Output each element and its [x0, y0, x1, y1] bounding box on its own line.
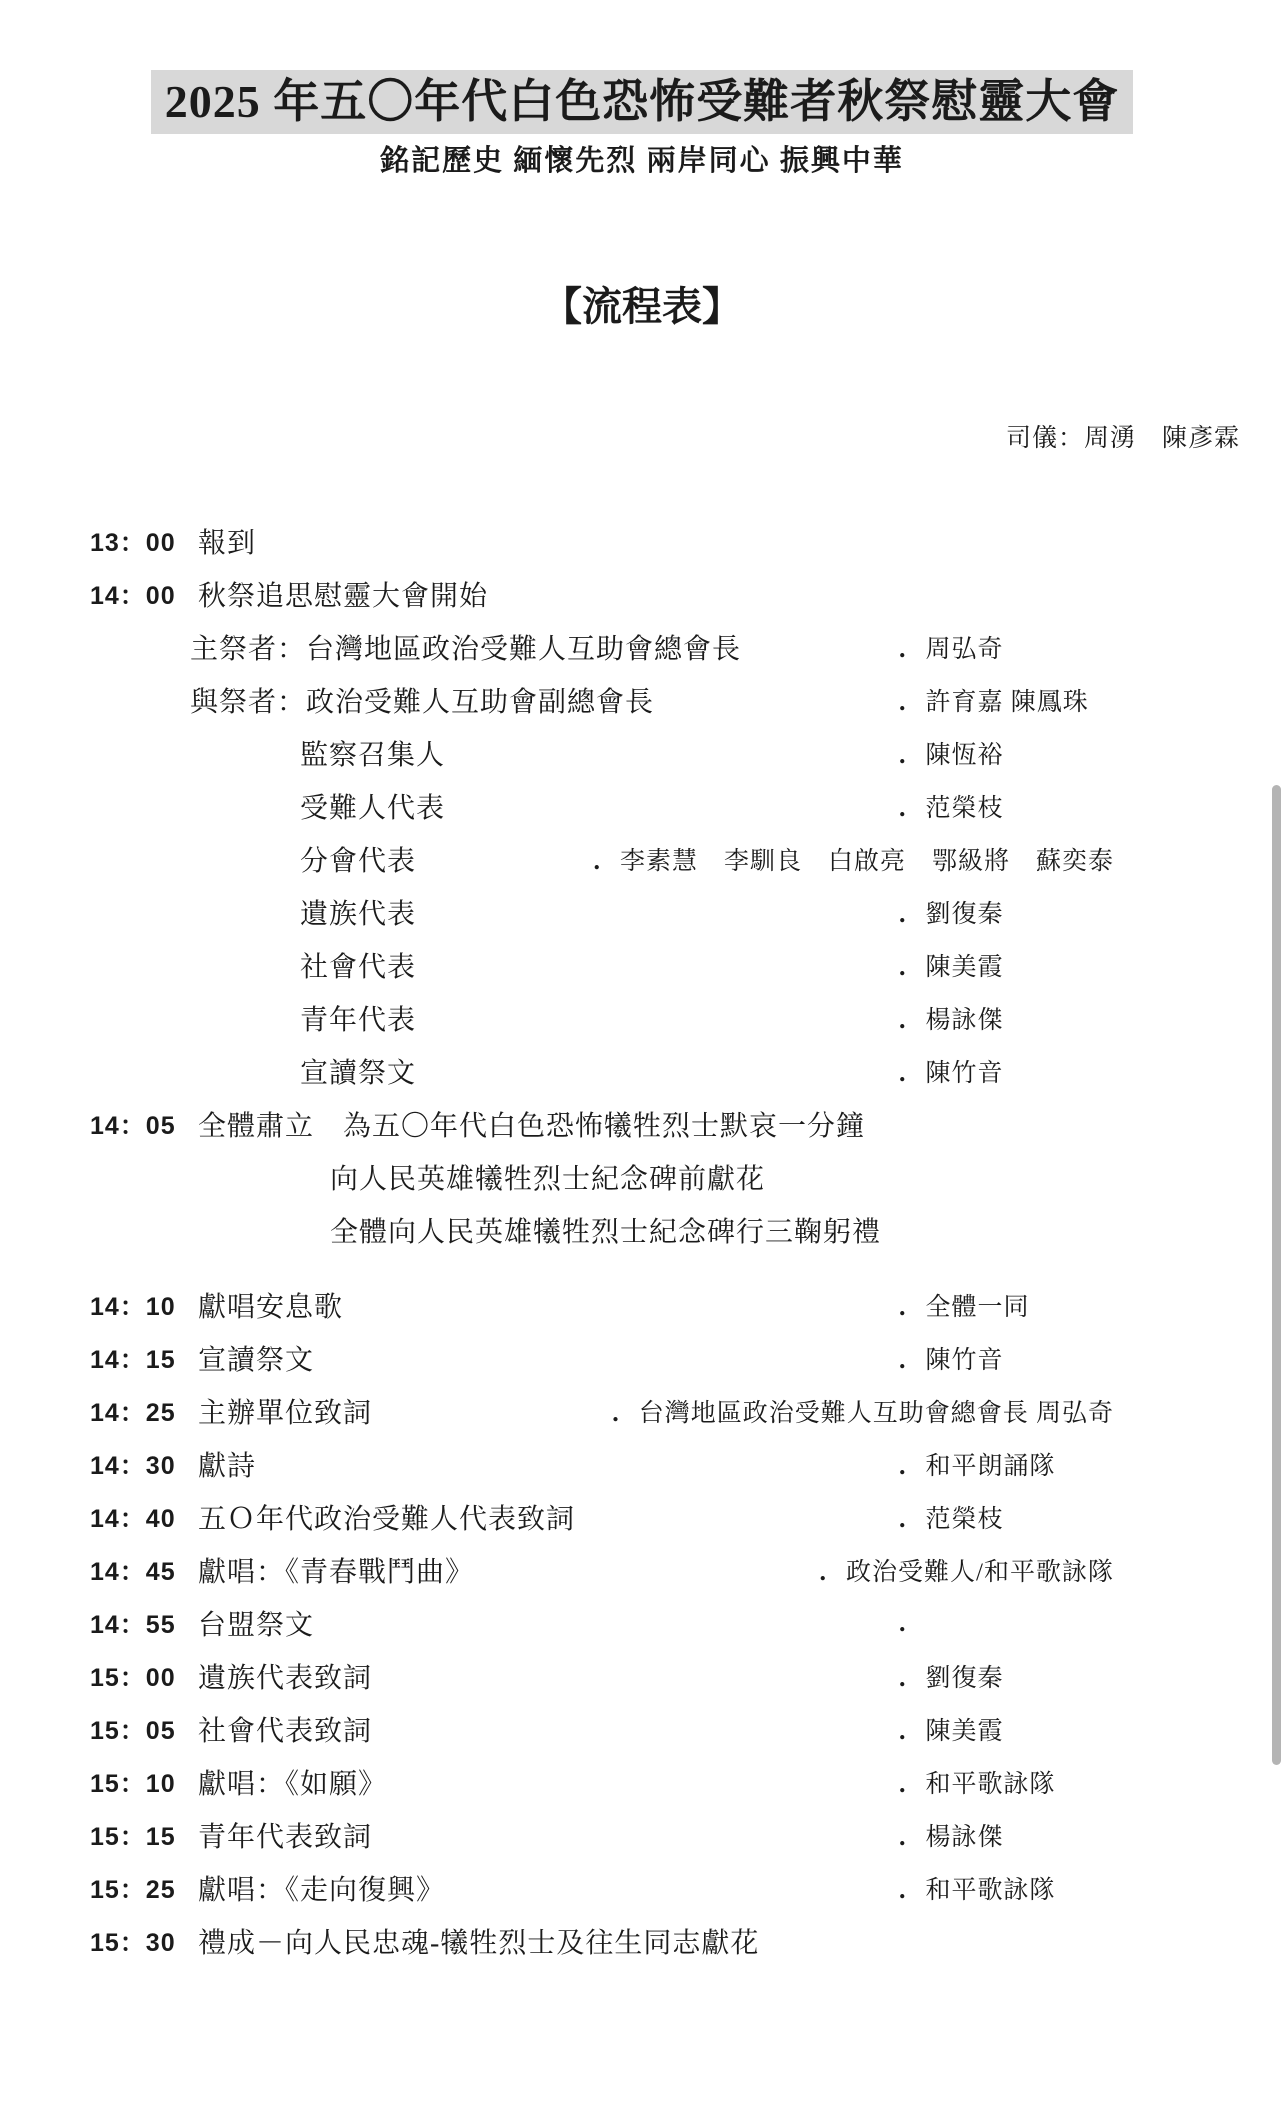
separator-dot: .: [899, 1344, 906, 1374]
schedule-item-text: 獻唱：《走向復興》: [198, 1874, 446, 1906]
schedule-item-text: 分會代表: [300, 845, 417, 877]
participant-name: 台灣地區政治受難人互助會總會長 周弘奇: [638, 1399, 1114, 1427]
schedule-item-text: 獻唱：《如願》: [198, 1768, 388, 1800]
schedule-row: [90, 1596, 1114, 1649]
separator-dot: .: [899, 1715, 906, 1745]
schedule-row: [90, 1097, 1114, 1150]
schedule-row: [90, 779, 1114, 832]
schedule-time: 15：30: [90, 1928, 176, 1957]
participant-cell: [899, 788, 1114, 824]
schedule-item-text: 獻詩: [198, 1450, 257, 1482]
separator-dot: .: [899, 1662, 906, 1692]
schedule-time: 13：00: [90, 528, 176, 557]
schedule: [0, 514, 1284, 1967]
schedule-item-text: 宣讀祭文: [300, 1057, 417, 1089]
separator-dot: .: [899, 792, 906, 822]
participant-cell: [612, 1393, 1114, 1429]
participant-name: 陳美霞: [925, 953, 1004, 981]
participant-name: 劉復秦: [925, 900, 1004, 928]
schedule-item-text: 青年代表致詞: [198, 1821, 373, 1853]
schedule-item-text: 與祭者：政治受難人互助會副總會長: [190, 686, 655, 718]
participant-cell: [593, 841, 1114, 877]
participant-cell: [899, 1287, 1114, 1323]
participant-name: 范榮枝: [925, 1505, 1004, 1533]
participant-name: 陳竹音: [925, 1346, 1004, 1374]
participant-cell: [899, 1870, 1114, 1906]
schedule-item-text: 秋祭追思慰靈大會開始: [198, 580, 489, 612]
participant-name: 陳竹音: [925, 1059, 1004, 1087]
participant-cell: [899, 629, 1114, 665]
document-page: [0, 70, 1284, 1967]
schedule-item-text: 報到: [198, 527, 257, 559]
participant-cell: [899, 894, 1114, 930]
schedule-item-text: 獻唱安息歌: [198, 1291, 344, 1323]
schedule-row: [90, 938, 1114, 991]
participant-cell: [899, 1817, 1114, 1853]
schedule-item-text: 全體向人民英雄犧牲烈士紀念碑行三鞠躬禮: [330, 1216, 882, 1248]
schedule-row: [90, 1331, 1114, 1384]
schedule-time: 15：05: [90, 1716, 176, 1745]
separator-dot: .: [899, 951, 906, 981]
separator-dot: .: [593, 845, 600, 875]
schedule-time: 14：25: [90, 1398, 176, 1427]
page-title: 2025 年五〇年代白色恐怖受難者秋祭慰靈大會: [151, 70, 1134, 134]
schedule-item-text: 全體肅立 為五〇年代白色恐怖犧牲烈士默哀一分鐘: [198, 1110, 866, 1142]
participant-name: 陳恆裕: [925, 741, 1004, 769]
participant-cell: [899, 1764, 1114, 1800]
separator-dot: .: [899, 1821, 906, 1851]
separator-dot: .: [899, 633, 906, 663]
schedule-time: 14：10: [90, 1292, 176, 1321]
participant-cell: [899, 1711, 1114, 1747]
separator-dot: .: [899, 898, 906, 928]
schedule-row: [90, 1203, 1114, 1256]
schedule-item-text: 社會代表: [300, 951, 417, 983]
schedule-item-text: 宣讀祭文: [198, 1344, 315, 1376]
schedule-row: [90, 1278, 1114, 1331]
participant-cell: [899, 1608, 1114, 1638]
separator-dot: .: [612, 1397, 619, 1427]
participant-name: 楊詠傑: [925, 1006, 1004, 1034]
separator-dot: .: [899, 1503, 906, 1533]
separator-dot: .: [899, 739, 906, 769]
participant-name: 劉復秦: [925, 1664, 1004, 1692]
schedule-item-text: 監察召集人: [300, 739, 446, 771]
participant-name: 李素慧 李馴良 白啟亮 鄂級將 蘇奕泰: [619, 847, 1114, 875]
schedule-time: 14：45: [90, 1557, 176, 1586]
separator-dot: .: [899, 1450, 906, 1480]
schedule-row: [90, 1914, 1114, 1967]
schedule-item-text: 主祭者：台灣地區政治受難人互助會總會長: [190, 633, 742, 665]
separator-dot: .: [899, 1607, 906, 1637]
schedule-time: 15：00: [90, 1663, 176, 1692]
schedule-time: 15：15: [90, 1822, 176, 1851]
participant-name: 周弘奇: [925, 635, 1004, 663]
schedule-item-text: 主辦單位致詞: [198, 1397, 373, 1429]
participant-cell: [899, 1446, 1114, 1482]
schedule-item-text: 遺族代表致詞: [198, 1662, 373, 1694]
schedule-item-text: 獻唱：《青春戰鬥曲》: [198, 1556, 475, 1588]
participant-name: 和平歌詠隊: [925, 1876, 1056, 1904]
participant-cell: [899, 682, 1114, 718]
participant-name: 和平歌詠隊: [925, 1770, 1056, 1798]
participant-name: 楊詠傑: [925, 1823, 1004, 1851]
mc-line: 司儀：周湧 陳彥霖: [1005, 425, 1240, 452]
schedule-row: [90, 726, 1114, 779]
schedule-row: [90, 1543, 1114, 1596]
schedule-row: [90, 673, 1114, 726]
participant-name: 范榮枝: [925, 794, 1004, 822]
separator-dot: .: [899, 1057, 906, 1087]
schedule-row: [90, 1755, 1114, 1808]
participant-cell: [899, 1499, 1114, 1535]
participant-name: 陳美霞: [925, 1717, 1004, 1745]
schedule-row: [90, 1649, 1114, 1702]
schedule-item-text: 向人民英雄犧牲烈士紀念碑前獻花: [330, 1163, 766, 1195]
schedule-row: [90, 514, 1114, 567]
schedule-time: 14：00: [90, 581, 176, 610]
schedule-row: [90, 1861, 1114, 1914]
schedule-row: [90, 832, 1114, 885]
schedule-time: 14：55: [90, 1610, 176, 1639]
schedule-item-text: 受難人代表: [300, 792, 446, 824]
schedule-item-text: 禮成－向人民忠魂-犧牲烈士及往生同志獻花: [198, 1927, 760, 1959]
schedule-item-text: 社會代表致詞: [198, 1715, 373, 1747]
separator-dot: .: [899, 686, 906, 716]
separator-dot: .: [899, 1768, 906, 1798]
section-heading: 【流程表】: [542, 284, 742, 329]
participant-cell: [899, 1340, 1114, 1376]
title-bar: [0, 70, 1284, 134]
schedule-time: 14：40: [90, 1504, 176, 1533]
participant-name: 和平朗誦隊: [925, 1452, 1056, 1480]
schedule-time: 15：25: [90, 1875, 176, 1904]
schedule-row: [90, 991, 1114, 1044]
separator-dot: .: [819, 1556, 827, 1586]
participant-name: 政治受難人/和平歌詠隊: [846, 1558, 1114, 1586]
scrollbar-thumb[interactable]: [1272, 785, 1281, 1765]
participant-name: 許育嘉 陳鳳珠: [925, 688, 1089, 716]
participant-cell: [899, 947, 1114, 983]
schedule-row: [90, 885, 1114, 938]
schedule-row: [90, 620, 1114, 673]
schedule-row: [90, 1044, 1114, 1097]
separator-dot: .: [899, 1291, 906, 1321]
schedule-row: [90, 1808, 1114, 1861]
schedule-row: [90, 1490, 1114, 1543]
schedule-row: [90, 1384, 1114, 1437]
schedule-time: 15：10: [90, 1769, 176, 1798]
schedule-row: [90, 567, 1114, 620]
schedule-item-text: 青年代表: [300, 1004, 417, 1036]
schedule-item-text: 台盟祭文: [198, 1609, 315, 1641]
schedule-time: 14：15: [90, 1345, 176, 1374]
participant-name: 全體一同: [925, 1293, 1030, 1321]
participant-cell: [899, 1658, 1114, 1694]
schedule-row: [90, 1150, 1114, 1203]
participant-cell: [899, 735, 1114, 771]
page-subtitle: 銘記歷史 緬懷先烈 兩岸同心 振興中華: [380, 145, 904, 177]
participant-cell: [899, 1000, 1114, 1036]
schedule-time: 14：05: [90, 1111, 176, 1140]
separator-dot: .: [899, 1004, 906, 1034]
separator-dot: .: [899, 1874, 906, 1904]
participant-cell: [899, 1053, 1114, 1089]
schedule-row: [90, 1702, 1114, 1755]
schedule-item-text: 五Ｏ年代政治受難人代表致詞: [198, 1503, 576, 1535]
schedule-time: 14：30: [90, 1451, 176, 1480]
schedule-item-text: 遺族代表: [300, 898, 417, 930]
schedule-row: [90, 1437, 1114, 1490]
participant-cell: [820, 1552, 1114, 1588]
